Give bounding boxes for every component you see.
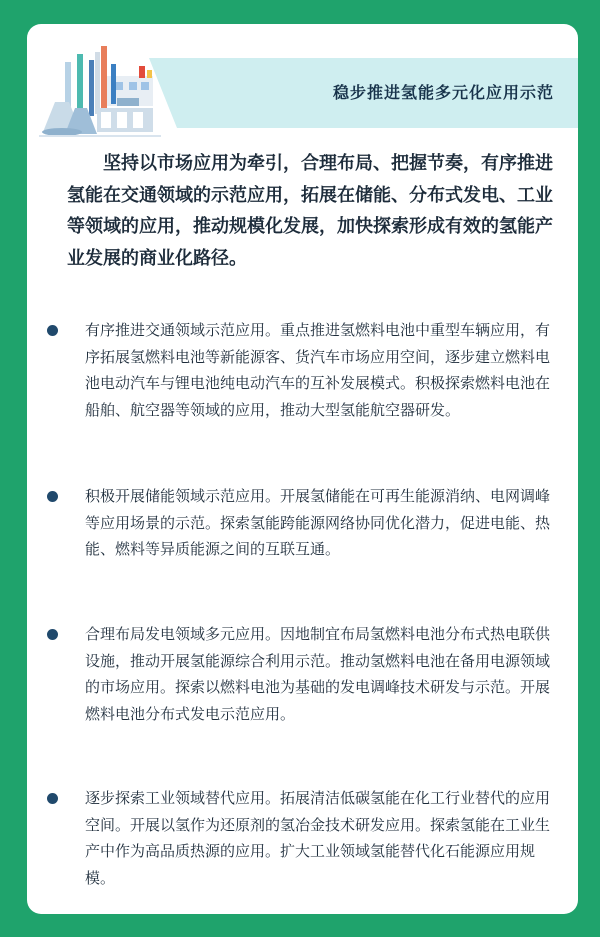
content-card — [27, 24, 578, 914]
bullet-icon — [47, 793, 58, 804]
list-item-text: 有序推进交通领域示范应用。重点推进氢燃料电池中重型车辆应用，有序拓展氢燃料电池等新能源客、货汽车市场应用空间，逐步建立燃料电池电动汽车与锂电池纯电动汽车的互补发展模式。积极探索燃料电池在船舶、航空器等领域的应用，推动大型氢能航空器研发。 — [85, 321, 551, 419]
page-title: 稳步推进氢能多元化应用示范 — [332, 83, 554, 102]
list-item-text: 积极开展储能领域示范应用。开展氢储能在可再生能源消纳、电网调峰等应用场景的示范。探索氢能跨能源网络协同优化潜力，促进电能、热能、燃料等异质能源之间的互联互通。 — [85, 487, 551, 558]
list-item — [47, 483, 562, 563]
bullet-icon — [47, 491, 58, 502]
title-banner — [177, 58, 578, 128]
list-item — [47, 785, 562, 891]
list-item — [47, 621, 562, 727]
bullet-icon — [47, 629, 58, 640]
intro-paragraph: 坚持以市场应用为牵引，合理布局、把握节奏，有序推进氢能在交通领域的示范应用，拓展在储能、分布式发电、工业等领域的应用，推动规模化发展，加快探索形成有效的氢能产业发展的商业化路径。 — [67, 153, 553, 269]
hydrogen-factory-icon — [35, 42, 165, 142]
list-item-text: 合理布局发电领域多元应用。因地制宜布局氢燃料电池分布式热电联供设施，推动开展氢能源综合利用示范。推动氢燃料电池在备用电源领域的市场应用。探索以燃料电池为基础的发电调峰技术研发与示范。开展燃料电池分布式发电示范应用。 — [85, 625, 551, 723]
list-item-text: 逐步探索工业领域替代应用。拓展清洁低碳氢能在化工行业替代的应用空间。开展以氢作为还原剂的氢冶金技术研发应用。探索氢能在工业生产中作为高品质热源的应用。扩大工业领域氢能替代化石能源应用规模。 — [85, 789, 551, 887]
bullet-icon — [47, 325, 58, 336]
list-item — [47, 317, 562, 423]
